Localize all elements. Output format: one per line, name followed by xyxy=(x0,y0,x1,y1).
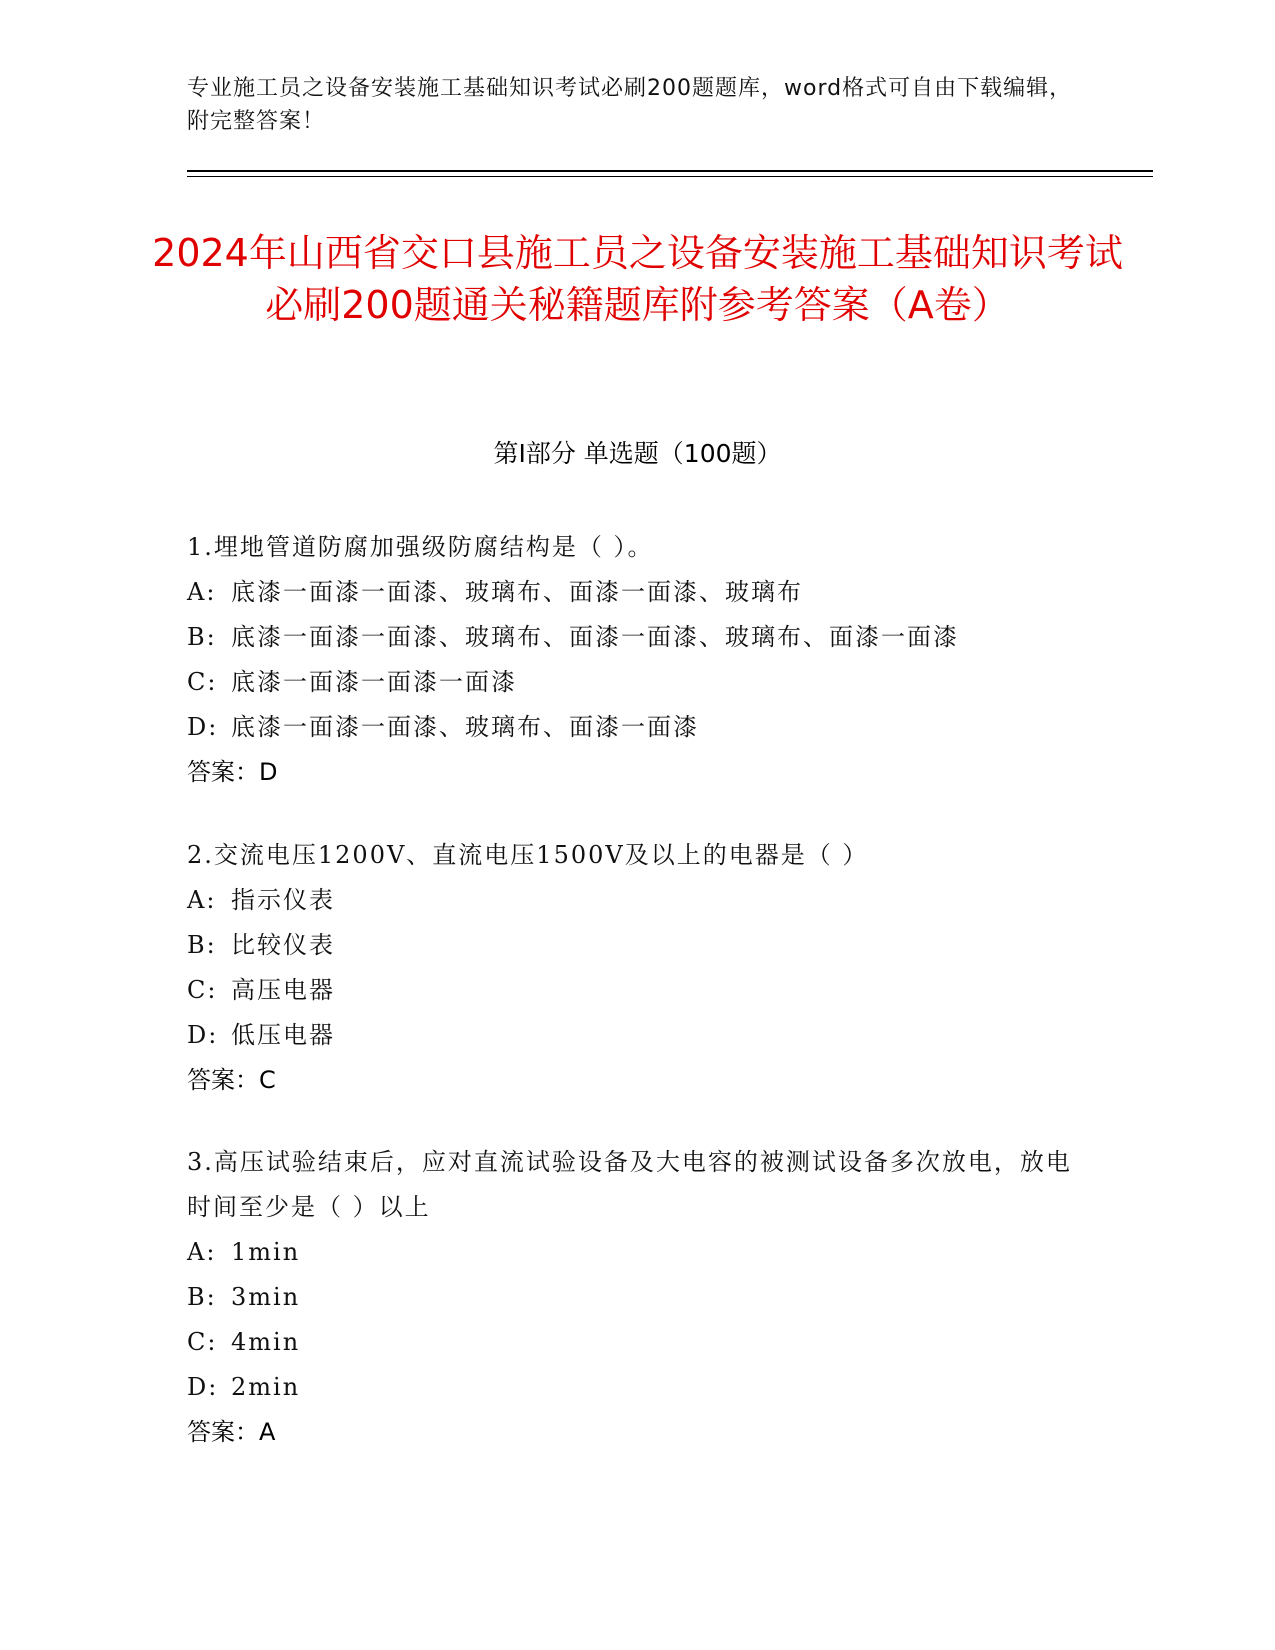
option-text: 底漆一面漆一面漆一面漆 xyxy=(231,668,517,696)
header-note: 专业施工员之设备安装施工基础知识考试必刷200题题库，word格式可自由下载编辑，附完整答案！ xyxy=(187,76,1073,134)
option-text: 1min xyxy=(231,1238,301,1266)
option-letter: C: xyxy=(187,668,218,696)
option-c xyxy=(187,660,1087,705)
option-letter: B: xyxy=(187,931,217,959)
option-letter: D: xyxy=(187,713,219,741)
option-text: 底漆一面漆一面漆、玻璃布、面漆一面漆、玻璃布 xyxy=(231,578,803,606)
section-heading: 第Ⅰ部分 单选题（100题） xyxy=(493,439,782,468)
question-stem: 1.埋地管道防腐加强级防腐结构是（ ）。 xyxy=(187,533,654,561)
option-letter: D: xyxy=(187,1373,219,1401)
option-a xyxy=(187,570,1087,615)
option-text: 3min xyxy=(231,1283,301,1311)
header-rule-bottom xyxy=(187,176,1153,177)
option-b xyxy=(187,1275,1087,1320)
option-letter: A: xyxy=(187,886,217,914)
option-letter: B: xyxy=(187,623,217,651)
question-2 xyxy=(187,833,1087,1103)
question-1 xyxy=(187,525,1087,795)
answer: 答案：C xyxy=(187,1066,276,1094)
option-d xyxy=(187,705,1087,750)
question-3 xyxy=(187,1140,1087,1455)
option-text: 指示仪表 xyxy=(231,886,335,914)
option-letter: C: xyxy=(187,1328,218,1356)
answer: 答案：D xyxy=(187,758,278,786)
option-letter: D: xyxy=(187,1021,219,1049)
option-text: 4min xyxy=(231,1328,301,1356)
option-letter: B: xyxy=(187,1283,217,1311)
option-b xyxy=(187,923,1087,968)
option-b xyxy=(187,615,1087,660)
option-text: 底漆一面漆一面漆、玻璃布、面漆一面漆、玻璃布、面漆一面漆 xyxy=(231,623,959,651)
option-text: 高压电器 xyxy=(231,976,335,1004)
question-stem: 3.高压试验结束后，应对直流试验设备及大电容的被测试设备多次放电，放电时间至少是（ ）以上 xyxy=(187,1148,1072,1221)
option-text: 低压电器 xyxy=(231,1021,335,1049)
answer: 答案：A xyxy=(187,1418,276,1446)
option-c xyxy=(187,968,1087,1013)
option-text: 比较仪表 xyxy=(231,931,335,959)
option-text: 底漆一面漆一面漆、玻璃布、面漆一面漆 xyxy=(231,713,699,741)
option-letter: A: xyxy=(187,1238,217,1266)
option-text: 2min xyxy=(231,1373,301,1401)
document-title: 2024年山西省交口县施工员之设备安装施工基础知识考试必刷200题通关秘籍题库附参考答案（A卷） xyxy=(152,231,1123,327)
option-a xyxy=(187,1230,1087,1275)
option-d xyxy=(187,1365,1087,1410)
option-c xyxy=(187,1320,1087,1365)
option-letter: C: xyxy=(187,976,218,1004)
header-rule-top xyxy=(187,170,1153,172)
question-stem: 2.交流电压1200V、直流电压1500V及以上的电器是（ ） xyxy=(187,841,869,869)
option-a xyxy=(187,878,1087,923)
option-letter: A: xyxy=(187,578,217,606)
option-d xyxy=(187,1013,1087,1058)
